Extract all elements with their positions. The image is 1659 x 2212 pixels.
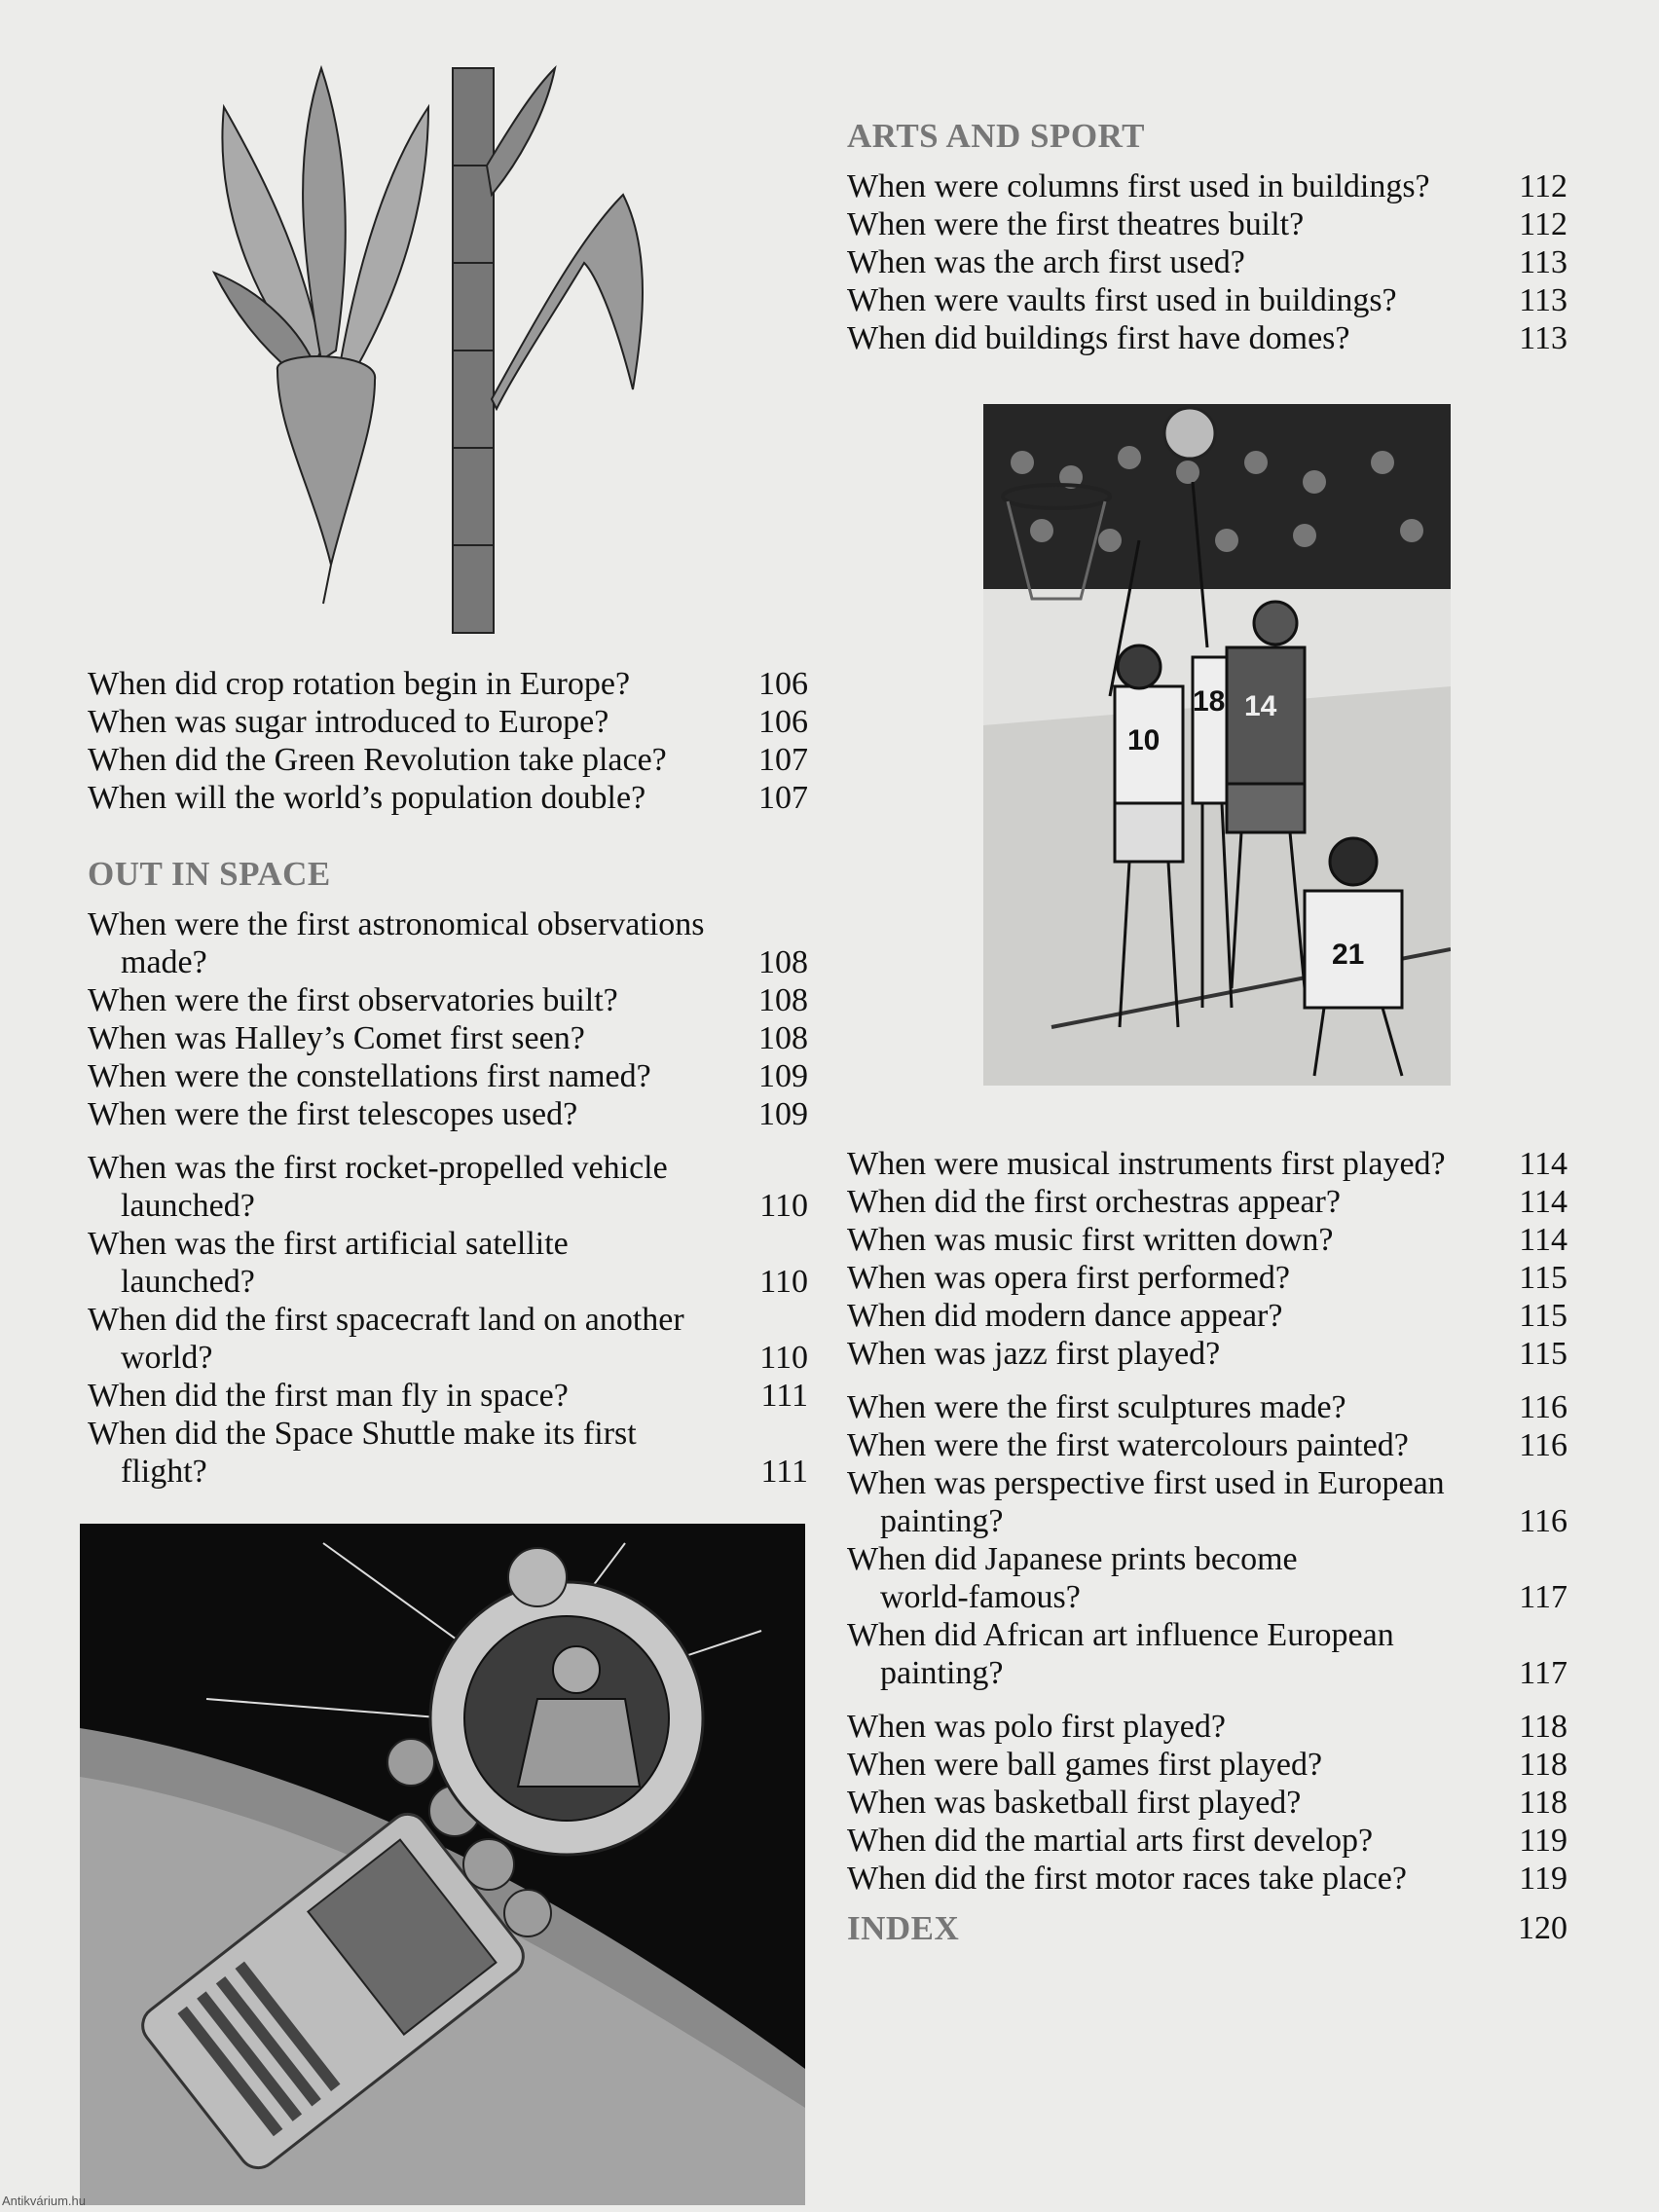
page-number: 118 <box>1519 1747 1567 1783</box>
list-item[interactable] <box>88 703 808 741</box>
list-item[interactable] <box>847 205 1567 243</box>
list-item[interactable] <box>88 665 808 703</box>
page-number: 114 <box>1519 1146 1567 1182</box>
page-number: 118 <box>1519 1785 1567 1821</box>
list-item[interactable] <box>847 1297 1567 1335</box>
list-item[interactable] <box>847 1426 1567 1464</box>
list-item[interactable] <box>847 243 1567 281</box>
page-number: 115 <box>1519 1298 1567 1334</box>
spacecraft-illustration <box>80 1524 805 2205</box>
index-entry[interactable] <box>847 1909 1567 1947</box>
entry-question: When were the first sculptures made? <box>847 1389 1346 1425</box>
page-number: 117 <box>1519 1655 1567 1691</box>
entry-question: When did the first spacecraft land on another world? <box>88 1301 684 1376</box>
right-column-bottom <box>847 1145 1567 1947</box>
basketball-illustration <box>983 404 1451 1086</box>
list-item[interactable] <box>847 1708 1567 1746</box>
page-number: 109 <box>758 1095 808 1132</box>
list-item[interactable] <box>847 1540 1567 1616</box>
entry-question: When was basketball first played? <box>847 1785 1302 1821</box>
list-item[interactable] <box>847 1822 1567 1860</box>
left-column <box>88 665 808 1491</box>
entry-question: When was music first written down? <box>847 1222 1334 1258</box>
jersey-number: 21 <box>1332 939 1365 971</box>
section-heading-arts-and-sport: ARTS AND SPORT <box>847 117 1145 155</box>
page-number: 111 <box>760 1453 808 1490</box>
list-item[interactable] <box>88 1057 808 1095</box>
list-item[interactable] <box>88 1225 808 1301</box>
list-item[interactable] <box>88 905 808 981</box>
list-item[interactable] <box>847 281 1567 319</box>
page-number: 115 <box>1519 1260 1567 1296</box>
page-number: 110 <box>759 1339 808 1376</box>
jersey-number: 14 <box>1244 690 1277 722</box>
page-number: 107 <box>758 742 808 778</box>
entry-question: When were vaults first used in buildings? <box>847 281 1397 318</box>
entry-question: When did the first motor races take place? <box>847 1861 1407 1897</box>
entry-question: When will the world’s population double? <box>88 780 646 816</box>
entry-question: When were the first telescopes used? <box>88 1095 578 1132</box>
section-heading-index: INDEX <box>847 1908 960 1947</box>
entry-question: When did buildings first have domes? <box>847 319 1350 356</box>
entry-question: When were the first astronomical observations made? <box>88 905 705 980</box>
entry-question: When did the Green Revolution take place? <box>88 742 667 778</box>
entry-question: When was polo first played? <box>847 1709 1226 1745</box>
entry-question: When were the first observatories built? <box>88 981 618 1018</box>
page-number: 116 <box>1519 1389 1567 1425</box>
page-number: 112 <box>1519 205 1567 242</box>
list-item[interactable] <box>847 1784 1567 1822</box>
entry-question: When did the Space Shuttle make its first flight? <box>88 1415 637 1490</box>
jersey-number: 18 <box>1193 685 1226 718</box>
entry-question: When was sugar introduced to Europe? <box>88 704 609 740</box>
list-item[interactable] <box>847 1464 1567 1540</box>
list-item[interactable] <box>847 1860 1567 1898</box>
page-number: 113 <box>1519 281 1567 318</box>
entry-question: When did the first orchestras appear? <box>847 1184 1341 1220</box>
page-number: 107 <box>758 780 808 816</box>
page-number: 120 <box>1518 1910 1567 1946</box>
page-number: 119 <box>1519 1861 1567 1897</box>
page-number: 113 <box>1519 319 1567 356</box>
architecture-list <box>847 167 1567 357</box>
jersey-number: 10 <box>1127 724 1161 756</box>
entry-question: When did African art influence European painting? <box>847 1617 1394 1691</box>
entry-question: When were columns first used in buildings? <box>847 167 1430 204</box>
list-item[interactable] <box>88 741 808 779</box>
music-list <box>847 1145 1567 1373</box>
entry-question: When were musical instruments first played? <box>847 1146 1446 1182</box>
page-number: 115 <box>1519 1336 1567 1372</box>
page-number: 119 <box>1519 1823 1567 1859</box>
entry-question: When was the first artificial satellite launched? <box>88 1225 569 1300</box>
space-list-1 <box>88 905 808 1133</box>
list-item[interactable] <box>88 1301 808 1377</box>
farming-list <box>88 665 808 817</box>
page-number: 109 <box>758 1057 808 1094</box>
entry-question: When did the martial arts first develop? <box>847 1823 1374 1859</box>
entry-question: When was jazz first played? <box>847 1336 1221 1372</box>
entry-question: When were ball games first played? <box>847 1747 1323 1783</box>
list-item[interactable] <box>847 1335 1567 1373</box>
watermark: Antikvárium.hu <box>2 2194 86 2208</box>
list-item[interactable] <box>88 1377 808 1415</box>
list-item[interactable] <box>847 1388 1567 1426</box>
page-number: 108 <box>758 981 808 1018</box>
list-item[interactable] <box>88 1149 808 1225</box>
page-number: 114 <box>1519 1222 1567 1258</box>
entry-question: When was the first rocket-propelled vehicle launched? <box>88 1149 668 1224</box>
list-item[interactable] <box>847 1746 1567 1784</box>
entry-question: When did Japanese prints become world-famous? <box>847 1541 1298 1615</box>
page-number: 116 <box>1519 1503 1567 1539</box>
list-item[interactable] <box>847 1183 1567 1221</box>
page-number: 113 <box>1519 243 1567 280</box>
page-number: 106 <box>758 704 808 740</box>
list-item[interactable] <box>88 1019 808 1057</box>
list-item[interactable] <box>847 1221 1567 1259</box>
entry-question: When was perspective first used in European painting? <box>847 1465 1445 1539</box>
entry-question: When was opera first performed? <box>847 1260 1291 1296</box>
page-number: 108 <box>758 1019 808 1056</box>
entry-question: When were the constellations first named? <box>88 1057 651 1094</box>
page-number: 106 <box>758 666 808 702</box>
entry-question: When were the first theatres built? <box>847 205 1305 242</box>
entry-question: When was the arch first used? <box>847 243 1245 280</box>
page-number: 110 <box>759 1263 808 1300</box>
entry-question: When did modern dance appear? <box>847 1298 1283 1334</box>
list-item[interactable] <box>847 319 1567 357</box>
art-list <box>847 1388 1567 1692</box>
right-column-top <box>847 118 1567 357</box>
list-item[interactable] <box>88 1415 808 1491</box>
list-item[interactable] <box>847 1259 1567 1297</box>
list-item[interactable] <box>847 1145 1567 1183</box>
entry-question: When were the first watercolours painted? <box>847 1427 1409 1463</box>
list-item[interactable] <box>88 1095 808 1133</box>
page-number: 114 <box>1519 1184 1567 1220</box>
entry-question: When did the first man fly in space? <box>88 1377 569 1414</box>
page-number: 116 <box>1519 1427 1567 1463</box>
page-number: 108 <box>758 943 808 980</box>
page-number: 117 <box>1519 1579 1567 1615</box>
page-number: 118 <box>1519 1709 1567 1745</box>
list-item[interactable] <box>88 981 808 1019</box>
plants-illustration <box>195 58 672 643</box>
list-item[interactable] <box>847 1616 1567 1692</box>
list-item[interactable] <box>88 779 808 817</box>
space-list-2 <box>88 1149 808 1491</box>
entry-question: When was Halley’s Comet first seen? <box>88 1019 585 1056</box>
entry-question: When did crop rotation begin in Europe? <box>88 666 631 702</box>
sport-list <box>847 1708 1567 1898</box>
page-number: 112 <box>1519 167 1567 204</box>
page-number: 111 <box>760 1377 808 1414</box>
page-number: 110 <box>759 1187 808 1224</box>
list-item[interactable] <box>847 167 1567 205</box>
section-heading-out-in-space: OUT IN SPACE <box>88 855 331 893</box>
